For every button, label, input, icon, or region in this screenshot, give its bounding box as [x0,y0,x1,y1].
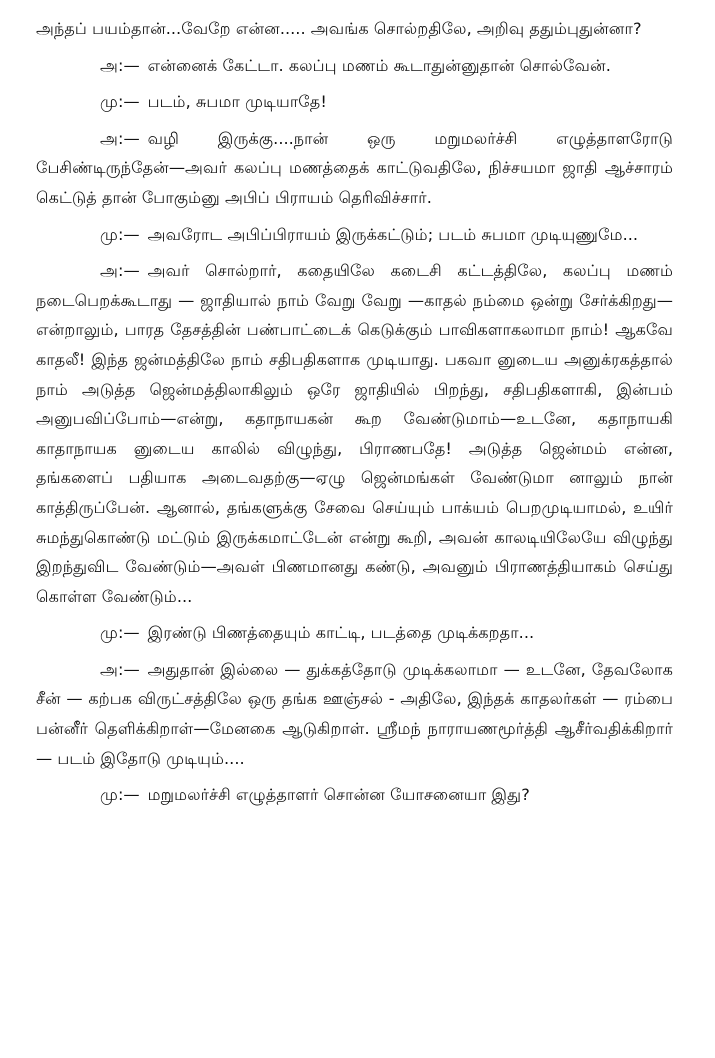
paragraph-text: இரண்டு பிணத்தையும் காட்டி, படத்தை முடிக்கறதா... [147,623,535,643]
speaker-label: மு:— [100,785,140,805]
paragraph-text: படம், சுபமா முடியாதே! [147,92,327,112]
paragraph-text: அவரோட அபிப்பிராயம் இருக்கட்டும்; படம் சுபமா முடியுணுமே... [147,224,639,244]
speaker-label: அ:— [100,55,140,75]
paragraph-1 [36,14,673,44]
paragraph-text: வழி இருக்கு....நான் ஒரு மறுமலர்ச்சி எழுத்தாளரோடு பேசிண்டிருந்தேன்—அவர் கலப்பு மணத்தைக் காட்டுவதிலே, நிச்சயமா ஜாதி ஆச்சாரம் கெட்டுத் தான் போகும்னு அபிப் பிராயம் தெரிவிச்சார். [36,128,673,207]
paragraph-5 [36,220,673,250]
speaker-label: மு:— [100,623,140,643]
paragraph-text: அவர் சொல்றார், கதையிலே கடைசி கட்டத்திலே, கலப்பு மணம் நடைபெறக்கூடாது — ஜாதியால் நாம் வேறு வேறு —காதல் நம்மை ஒன்று சேர்க்கிறது—என்றாலும், பாரத தேசத்தின் பண்பாட்டைக் கெடுக்கும் பாவிகளாகலாமா நாம்! ஆகவே காதலீ! இந்த ஜன்மத்திலே நாம் சதிபதிகளாக முடியாது. பகவா னுடைய அனுக்ரகத்தால் நாம் அடுத்த ஜென்மத்திலாகிலும் ஒரே ஜாதியில் பிறந்து, சதிபதிகளாகி, இன்பம் அனுபவிப்போம்—என்று, கதாநாயகன் கூற வேண்டுமாம்—உடனே, கதாநாயகி காதாநாயக னுடைய காலில் விழுந்து, பிராணபதே! அடுத்த ஜென்மம் என்ன, தங்களைப் பதியாக அடைவதற்கு—ஏழு ஜென்மங்கள் வேண்டுமா னாலும் நான் காத்திருப்பேன். ஆனால், தங்களுக்கு சேவை செய்யும் பாக்யம் பெறமுடியாமல், உயிர் சுமந்துகொண்டு மட்டும் இருக்கமாட்டேன் என்று கூறி, அவன் காலடியிலேயே விழுந்து இறந்துவிட வேண்டும்—அவள் பிணமானது கண்டு, அவனும் பிராணத்தியாகம் செய்து கொள்ள வேண்டும்... [36,261,673,606]
speaker-label: மு:— [100,224,140,244]
paragraph-text: மறுமலர்ச்சி எழுத்தாளர் சொன்ன யோசனையா இது? [147,785,530,805]
paragraph-2 [36,51,673,81]
speaker-label: அ:— [100,128,140,148]
paragraph-4 [36,124,673,213]
paragraph-text: என்னைக் கேட்டா. கலப்பு மணம் கூடாதுன்னுதான் சொல்வேன். [147,55,611,75]
paragraph-7 [36,618,673,648]
paragraph-6 [36,256,673,611]
paragraph-text: அதுதான் இல்லை — துக்கத்தோடு முடிக்கலாமா — உடனே, தேவலோக சீன் — கற்பக விருட்சத்திலே ஒரு தங்க ஊஞ்சல் - அதிலே, இந்தக் காதலர்கள் — ரம்பை பன்னீர் தெளிக்கிறாள்—மேனகை ஆடுகிறாள். ஸ்ரீமந் நாராயணமூர்த்தி ஆசீர்வதிக்கிறார் — படம் இதோடு முடியும்.... [36,659,673,768]
paragraph-3 [36,87,673,117]
speaker-label: மு:— [100,92,140,112]
speaker-label: அ:— [100,659,140,679]
paragraph-text: அந்தப் பயம்தான்...வேறே என்ன..... அவங்க சொல்றதிலே, அறிவு ததும்புதுன்னா? [36,19,642,38]
paragraph-9 [36,780,673,810]
paragraph-8 [36,655,673,773]
speaker-label: அ:— [100,261,140,281]
